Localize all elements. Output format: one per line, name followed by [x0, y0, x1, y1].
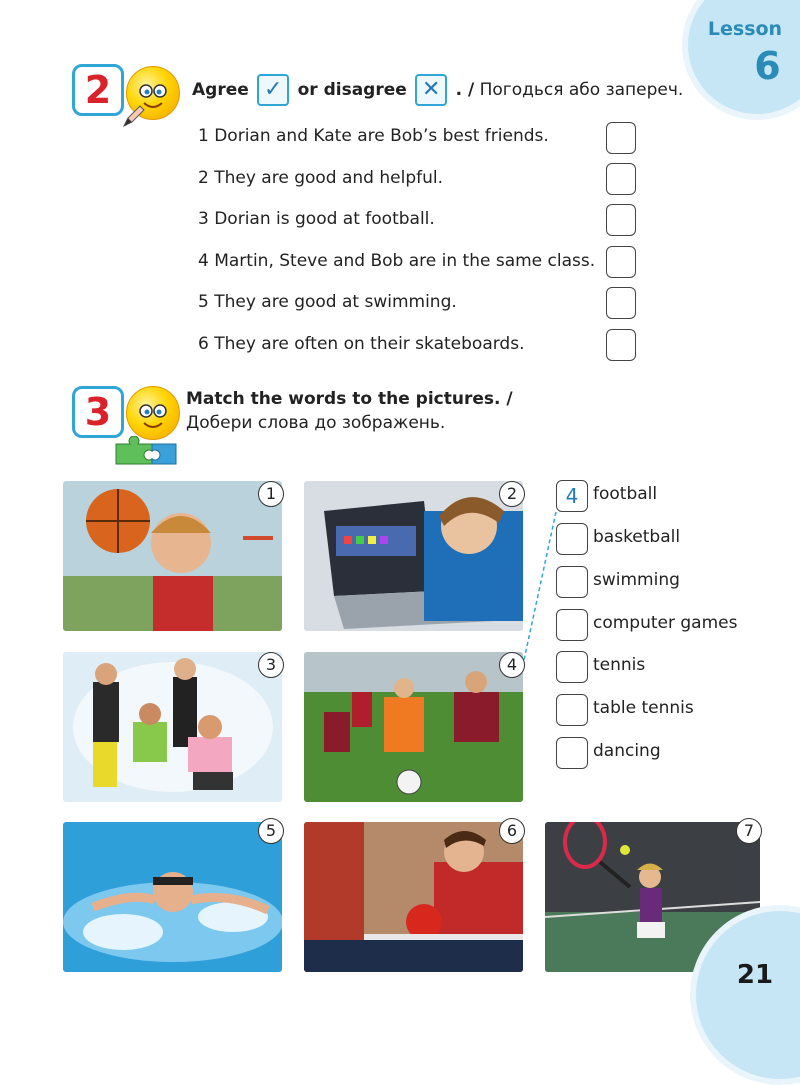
photo-number-2: 2 — [499, 481, 525, 507]
answer-box-3[interactable] — [606, 204, 636, 236]
cross-icon: ✕ — [415, 74, 447, 106]
photo-number-5: 5 — [258, 818, 284, 844]
lesson-number: 6 — [754, 44, 781, 88]
photo-number-7: 7 — [736, 818, 762, 844]
statement-5: 5 They are good at swimming. — [198, 292, 457, 312]
word-swimming: swimming — [593, 570, 680, 590]
photo-swimming — [63, 822, 282, 972]
exercise-3-instruction: Match the words to the pictures. / — [186, 389, 513, 409]
exercise-2-translation: Погодься або запереч. — [479, 80, 684, 100]
puzzle-icon — [112, 436, 182, 466]
answer-box-5[interactable] — [606, 287, 636, 319]
statement-6: 6 They are often on their skateboards. — [198, 334, 525, 354]
word-answer-box-4[interactable] — [556, 609, 588, 641]
word-answer-box-3[interactable] — [556, 566, 588, 598]
photo-basketball — [63, 481, 282, 631]
slash-separator: . / — [455, 80, 475, 100]
smiley-icon — [126, 386, 180, 440]
word-table-tennis: table tennis — [593, 698, 694, 718]
word-basketball: basketball — [593, 527, 681, 547]
check-icon: ✓ — [257, 74, 289, 106]
lesson-label: Lesson — [707, 18, 783, 40]
photo-number-6: 6 — [499, 818, 525, 844]
exercise-2-instruction — [192, 74, 683, 106]
answer-box-4[interactable] — [606, 246, 636, 278]
statement-3: 3 Dorian is good at football. — [198, 209, 435, 229]
statement-2: 2 They are good and helpful. — [198, 168, 444, 188]
pencil-icon — [120, 104, 146, 130]
statement-4: 4 Martin, Steve and Bob are in the same class. — [198, 251, 596, 271]
word-answer-box-7[interactable] — [556, 737, 588, 769]
photo-table-tennis — [304, 822, 523, 972]
word-answer-box-5[interactable] — [556, 651, 588, 683]
exercise-3-translation: Добери слова до зображень. — [186, 413, 446, 433]
word-tennis: tennis — [593, 655, 646, 675]
statement-1: 1 Dorian and Kate are Bob’s best friends. — [198, 126, 549, 146]
page-number: 21 — [736, 960, 774, 990]
answer-box-1[interactable] — [606, 122, 636, 154]
word-football: football — [593, 484, 658, 504]
word-dancing: dancing — [593, 741, 661, 761]
answer-box-6[interactable] — [606, 329, 636, 361]
agree-text: Agree — [192, 80, 249, 100]
word-computer-games: computer games — [593, 613, 738, 633]
disagree-text: or disagree — [297, 80, 407, 100]
photo-number-4: 4 — [499, 652, 525, 678]
word-answer-box-2[interactable] — [556, 523, 588, 555]
photo-computer-games — [304, 481, 523, 631]
answer-box-2[interactable] — [606, 163, 636, 195]
photo-football — [304, 652, 523, 802]
word-answer-box-1[interactable]: 4 — [556, 480, 588, 512]
exercise-3-number: 3 — [72, 386, 124, 438]
photo-number-3: 3 — [258, 652, 284, 678]
exercise-2-number: 2 — [72, 64, 124, 116]
word-answer-box-6[interactable] — [556, 694, 588, 726]
photo-dancing — [63, 652, 282, 802]
photo-number-1: 1 — [258, 481, 284, 507]
